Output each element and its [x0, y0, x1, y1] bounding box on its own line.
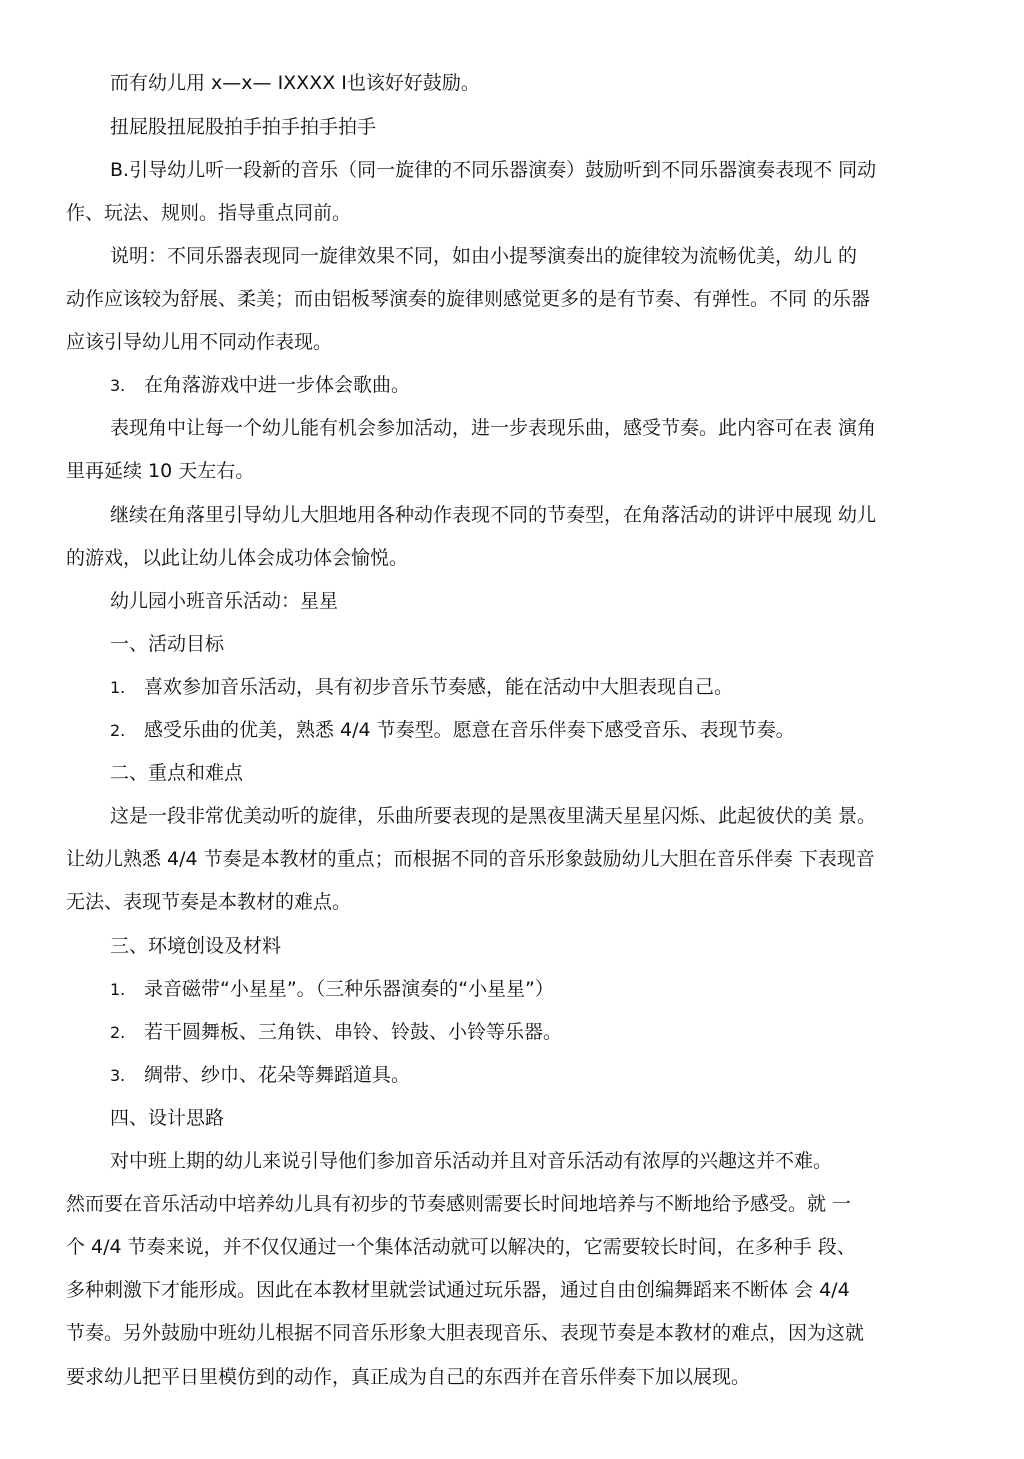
paragraph-line: 应该引导幼儿用不同动作表现。 — [66, 331, 333, 353]
numbered-item — [110, 717, 795, 744]
paragraph-line: 说明：不同乐器表现同一旋律效果不同，如由小提琴演奏出的旋律较为流畅优美，幼儿 的 — [110, 245, 858, 267]
section-title: 幼儿园小班音乐活动：星星 — [110, 590, 339, 612]
paragraph-line: 然而要在音乐活动中培养幼儿具有初步的节奏感则需要长时间地培养与不断地给予感受。就 一 — [66, 1193, 852, 1215]
paragraph-line: 让幼儿熟悉 4/4 节奏是本教材的重点；而根据不同的音乐形象鼓励幼儿大胆在音乐伴奏 下表现音 — [66, 848, 875, 870]
paragraph-line: 节奏。另外鼓励中班幼儿根据不同音乐形象大胆表现音乐、表现节奏是本教材的难点，因为这就 — [66, 1322, 865, 1344]
paragraph-line: 扭屁股扭屁股拍手拍手拍手拍手 — [110, 116, 377, 138]
item-text: 若干圆舞板、三角铁、串铃、铃鼓、小铃等乐器。 — [144, 1021, 563, 1043]
paragraph-line: 多种刺激下才能形成。因此在本教材里就尝试通过玩乐器，通过自由创编舞蹈来不断体 会 4/4 — [66, 1279, 850, 1301]
paragraph-line: 这是一段非常优美动听的旋律，乐曲所要表现的是黑夜里满天星星闪烁、此起彼伏的美 景。 — [110, 805, 877, 827]
paragraph-line: 对中班上期的幼儿来说引导他们参加音乐活动并且对音乐活动有浓厚的兴趣这并不难。 — [110, 1150, 833, 1172]
item-text: 绸带、纱巾、花朵等舞蹈道具。 — [144, 1064, 411, 1086]
item-number: 2. — [110, 1023, 126, 1042]
item-number: 3. — [110, 1066, 126, 1085]
numbered-item — [110, 372, 410, 399]
paragraph-line: 无法、表现节奏是本教材的难点。 — [66, 891, 352, 913]
paragraph-line: 继续在角落里引导幼儿大胆地用各种动作表现不同的节奏型，在角落活动的讲评中展现 幼儿 — [110, 504, 877, 526]
item-number: 1. — [110, 980, 126, 999]
item-number: 3. — [110, 376, 126, 395]
section-heading: 一、活动目标 — [110, 633, 225, 655]
paragraph-line: 而有幼儿用 x—x— IXXXX I也该好好鼓励。 — [110, 72, 480, 94]
item-number: 1. — [110, 678, 126, 697]
paragraph-line: 个 4/4 节奏来说，并不仅仅通过一个集体活动就可以解决的，它需要较长时间，在多种手 段、 — [66, 1236, 856, 1258]
numbered-item — [110, 674, 733, 701]
section-heading: 四、设计思路 — [110, 1107, 225, 1129]
numbered-item — [110, 1062, 410, 1089]
paragraph-line: 的游戏，以此让幼儿体会成功体会愉悦。 — [66, 547, 409, 569]
paragraph-line: 要求幼儿把平日里模仿到的动作，真正成为自己的东西并在音乐伴奏下加以展现。 — [66, 1366, 751, 1388]
paragraph-line: B.引导幼儿听一段新的音乐（同一旋律的不同乐器演奏）鼓励听到不同乐器演奏表现不 同动 — [110, 159, 877, 181]
paragraph-line: 里再延续 10 天左右。 — [66, 460, 255, 482]
section-heading: 三、环境创设及材料 — [110, 935, 282, 957]
item-number: 2. — [110, 721, 126, 740]
paragraph-line: 作、玩法、规则。指导重点同前。 — [66, 202, 352, 224]
paragraph-line: 表现角中让每一个幼儿能有机会参加活动，进一步表现乐曲，感受节奏。此内容可在表 演角 — [110, 417, 877, 439]
item-text: 感受乐曲的优美，熟悉 4/4 节奏型。愿意在音乐伴奏下感受音乐、表现节奏。 — [144, 719, 795, 741]
section-heading: 二、重点和难点 — [110, 762, 244, 784]
item-text: 喜欢参加音乐活动，具有初步音乐节奏感，能在活动中大胆表现自己。 — [144, 676, 734, 698]
numbered-item — [110, 1019, 562, 1046]
numbered-item — [110, 976, 554, 1003]
item-text: 录音磁带“小星星”。（三种乐器演奏的“小星星”） — [144, 978, 554, 1000]
paragraph-line: 动作应该较为舒展、柔美；而由铝板琴演奏的旋律则感觉更多的是有节奏、有弹性。不同 的乐器 — [66, 288, 871, 310]
item-text: 在角落游戏中进一步体会歌曲。 — [144, 374, 411, 396]
